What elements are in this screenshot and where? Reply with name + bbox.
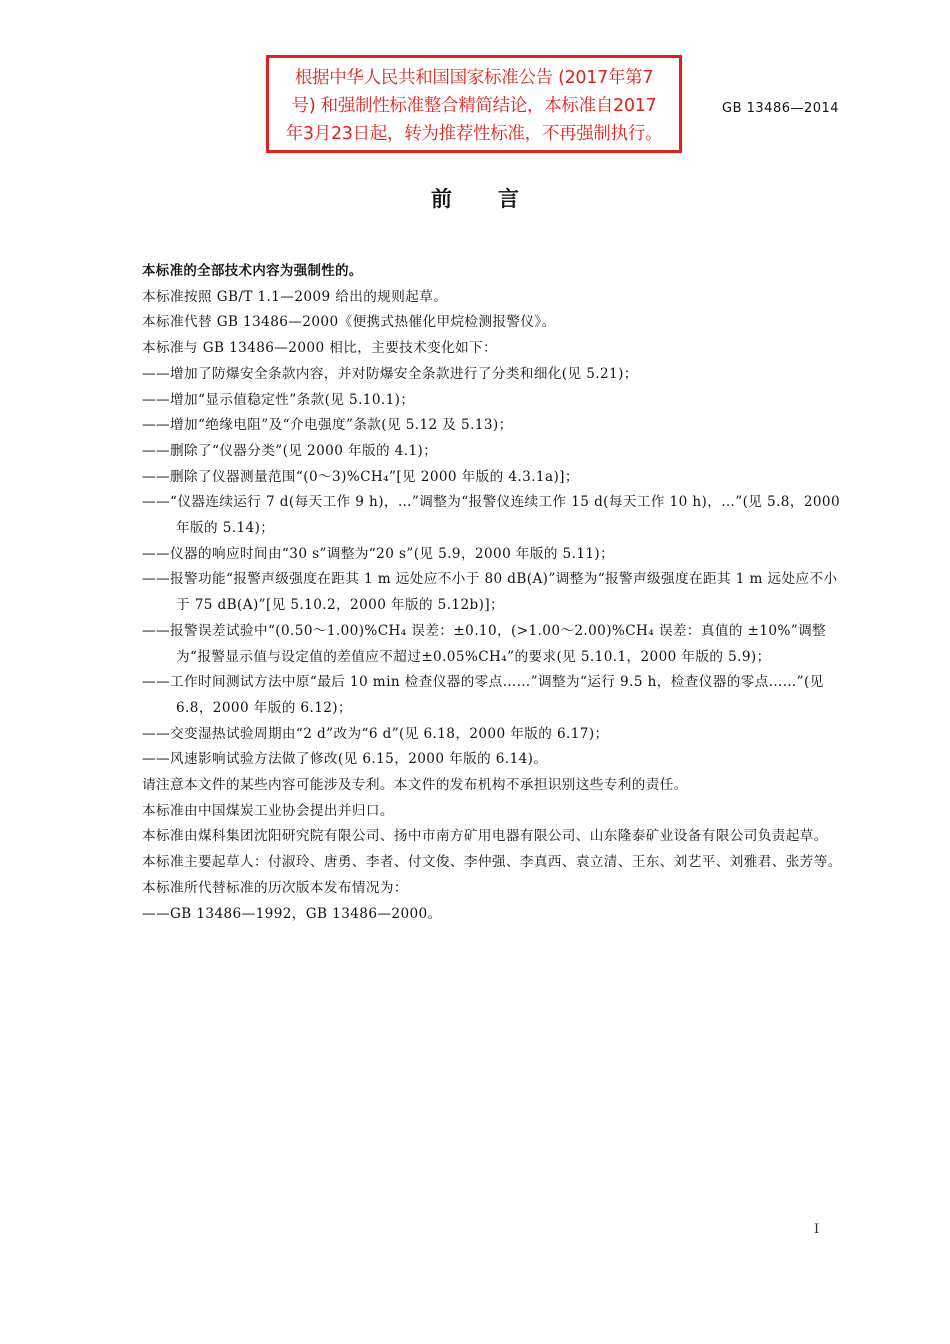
change-item: ——报警误差试验中“(0.50～1.00)%CH₄ 误差：±0.10，(>1.00～2.00)%CH₄ 误差：真值的 ±10%”调整为“报警显示值与设定值的差值应不超过±0.05%CH₄”的要求(见 5.10.1，2000 年版的 5.9)； — [142, 622, 827, 665]
change-item: ——增加了防爆安全条款内容，并对防爆安全条款进行了分类和细化(见 5.21)； — [142, 365, 638, 382]
change-item: ——“仪器连续运行 7 d(每天工作 9 h)，…”调整为“报警仪连续工作 15 d(每天工作 10 h)，…”(见 5.8，2000 年版的 5.14)； — [142, 494, 841, 537]
history-item: ——GB 13486—1992，GB 13486—2000。 — [142, 905, 442, 922]
notice-line-2: 号) 和强制性标准整合精简结论，本标准自2017 — [291, 96, 657, 116]
change-item: ——仪器的响应时间由“30 s”调整为“20 s”(见 5.9，2000 年版的 5.11)； — [142, 545, 615, 562]
notice-line-3: 年3月23日起，转为推荐性标准，不再强制执行。 — [285, 124, 663, 144]
mandatory-status-notice — [266, 55, 682, 153]
paragraph-changes-intro: 本标准与 GB 13486—2000 相比，主要技术变化如下： — [142, 340, 498, 357]
page-title: 前言 — [431, 187, 565, 211]
paragraph-history-intro: 本标准所代替标准的历次版本发布情况为： — [142, 879, 408, 896]
change-item: ——增加“显示值稳定性”条款(见 5.10.1)； — [142, 391, 415, 408]
standard-code: GB 13486—2014 — [722, 101, 840, 116]
page-number: I — [814, 1222, 820, 1237]
change-item: ——报警功能“报警声级强度在距其 1 m 远处应不小于 80 dB(A)”调整为“报警声级强度在距其 1 m 远处应不小于 75 dB(A)”[见 5.10.2，2000 年版的 5.12b)]； — [142, 571, 838, 614]
paragraph-drafting-rules: 本标准按照 GB/T 1.1—2009 给出的规则起草。 — [142, 288, 448, 305]
change-item: ——增加“绝缘电阻”及“介电强度”条款(见 5.12 及 5.13)； — [142, 417, 513, 434]
paragraph-mandatory: 本标准的全部技术内容为强制性的。 — [142, 264, 363, 279]
notice-line-1: 根据中华人民共和国国家标准公告 (2017年第7 — [294, 68, 654, 88]
change-item: ——风速影响试验方法做了修改(见 6.15，2000 年版的 6.14)。 — [142, 751, 548, 768]
change-item: ——交变湿热试验周期由“2 d”改为“6 d”(见 6.18，2000 年版的 6.17)； — [142, 725, 609, 742]
paragraph-patent: 请注意本文件的某些内容可能涉及专利。本文件的发布机构不承担识别这些专利的责任。 — [142, 777, 688, 794]
paragraph-proposer: 本标准由中国煤炭工业协会提出并归口。 — [142, 802, 394, 819]
paragraph-drafters: 本标准主要起草人：付淑玲、唐勇、李者、付文俊、李仲强、李真西、袁立清、王东、刘艺平、刘雅君、张芳等。 — [142, 854, 842, 871]
change-item: ——工作时间测试方法中原“最后 10 min 检查仪器的零点……”调整为“运行 9.5 h，检查仪器的零点……”(见 6.8，2000 年版的 6.12)； — [142, 674, 824, 716]
change-item: ——删除了仪器测量范围“(0～3)%CH₄”[见 2000 年版的 4.3.1a)]； — [142, 468, 579, 485]
paragraph-replaces: 本标准代替 GB 13486—2000《便携式热催化甲烷检测报警仪》。 — [142, 314, 556, 331]
foreword-body — [108, 259, 846, 927]
paragraph-drafting-units: 本标准由煤科集团沈阳研究院有限公司、扬中市南方矿用电器有限公司、山东隆泰矿业设备有限公司负责起草。 — [142, 828, 828, 845]
change-item: ——删除了“仪器分类”(见 2000 年版的 4.1)； — [142, 442, 438, 459]
